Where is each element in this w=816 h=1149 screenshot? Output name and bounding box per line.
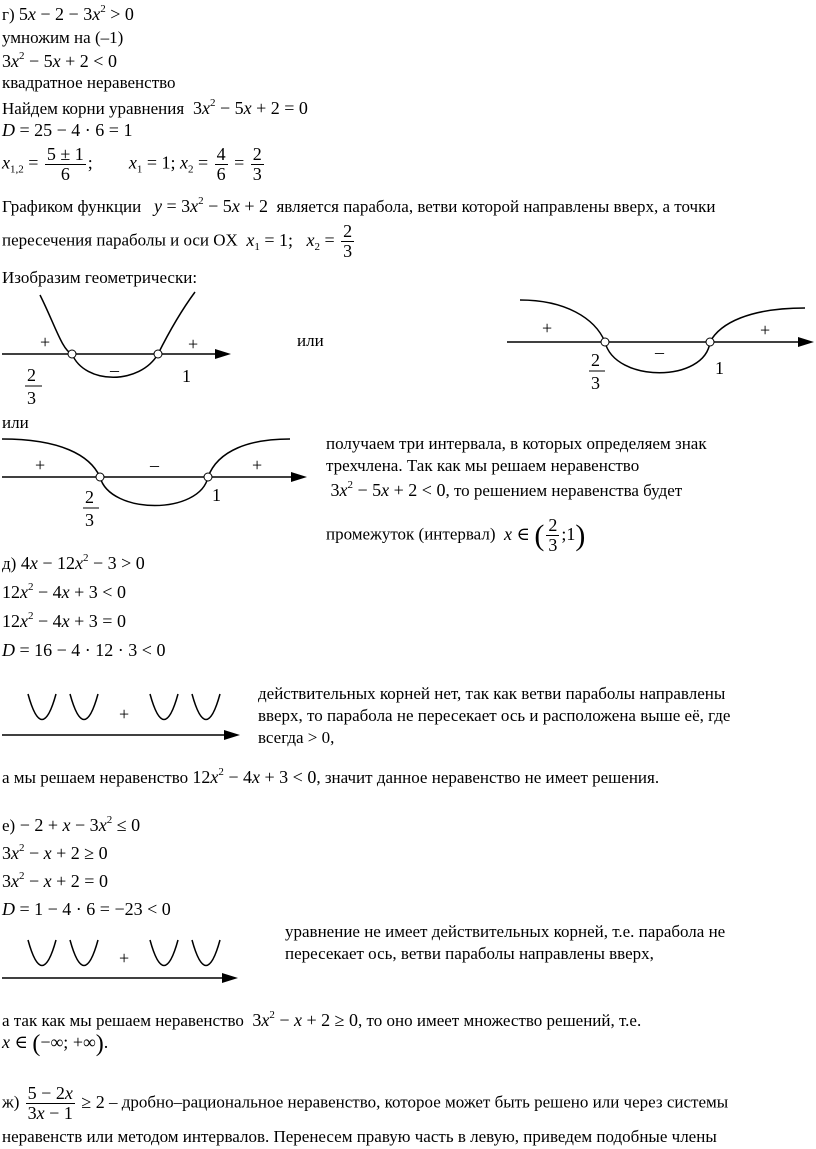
line-d-2: $12x^2 - 4x + 3 < 0$: [2, 581, 126, 602]
zh-line-2: неравенств или методом интервалов. Перенесем правую часть в левую, приведем подобные члены: [2, 1127, 717, 1146]
diagram-e: [0, 936, 250, 991]
e-para-3: а так как мы решаем неравенство $3x^2 - x + 2 \ge 0$, то оно имеет множество решений, т.е.: [2, 1009, 642, 1030]
diagram-1: [0, 290, 240, 415]
g-para-2: трехчлена. Так как мы решаем неравенство: [326, 456, 640, 475]
svg-text:+: +: [35, 455, 46, 475]
g-para-4: промежуток (интервал) x ∈ ( $\frac{2}{3}$ ;1): [326, 515, 586, 555]
svg-text:3: 3: [591, 373, 600, 393]
sign-plus: +: [188, 334, 199, 354]
svg-text:1: 1: [182, 366, 191, 386]
sign-plus: +: [40, 332, 51, 352]
line-quadratic: квадратное неравенство: [2, 73, 176, 92]
g-para-3: $3x^2 - 5x + 2 < 0$, то решением неравенства будет: [326, 479, 683, 500]
svg-text:+: +: [542, 318, 553, 338]
label-zh: ж): [2, 1092, 20, 1112]
line-multiply: умножим на (–1): [2, 28, 124, 47]
svg-text:–: –: [150, 455, 159, 475]
line-g-inequality-2: $3x^2 - 5x + 2 < 0$: [2, 50, 117, 71]
svg-text:2: 2: [591, 350, 600, 370]
zh-line-1: ж) $\frac{5 - 2x}{3x - 1}$ ≥ 2 – дробно–рациональное неравенство, которое может быть решено или через системы: [2, 1083, 729, 1123]
e-para-1: уравнение не имеет действительных корней, т.е. парабола не: [285, 922, 726, 941]
label-or-2: или: [2, 413, 29, 432]
label-e: е): [2, 816, 16, 835]
line-g-inequality: г) $5x - 2 - 3x^2 > 0$: [2, 3, 134, 24]
line-intersect: пересечения параболы и оси OX $x_1 = 1$; $x_2$ = $\frac{2}{3}$: [2, 221, 353, 261]
sign-minus: –: [110, 360, 119, 380]
line-geom: Изобразим геометрически:: [2, 268, 198, 287]
e-answer: x ∈ (−∞; +∞).: [2, 1030, 109, 1057]
svg-text:+: +: [760, 320, 771, 340]
label-or-1: или: [297, 331, 324, 350]
line-e-discriminant: D = 1 − 4 · 6 = −23 < 0: [2, 899, 171, 919]
label-g: г): [2, 5, 15, 24]
g-para-1: получаем три интервала, в которых определяем знак: [326, 434, 707, 453]
svg-text:2: 2: [27, 365, 36, 385]
svg-text:2: 2: [85, 487, 94, 507]
line-e-3: $3x^2 - x + 2 = 0$: [2, 870, 108, 891]
d-para-4: а мы решаем неравенство $12x^2 - 4x + 3 < 0$, значит данное неравенство не имеет решения.: [2, 766, 660, 787]
line-find-roots: Найдем корни уравнения $3x^2 - 5x + 2 = 0$: [2, 97, 308, 118]
diagram-d: [0, 690, 250, 745]
d-para-2: вверх, то парабола не пересекает ось и расположена выше её, где: [258, 706, 731, 725]
svg-text:–: –: [655, 342, 664, 362]
d-para-1: действительных корней нет, так как ветви параболы направлены: [258, 684, 726, 703]
line-e-inequality: $е) - 2 + x - 3x^2 \le 0$: [2, 814, 141, 835]
line-roots: $x_{1,2}$ = $\frac{5 \pm 1}{6}$ ; $x_1 = 1$; $x_2$ = $\frac{4}{6}$ = $\frac{2}{3}$: [2, 144, 262, 184]
e-para-2: пересекает ось, ветви параболы направлены вверх,: [285, 944, 654, 963]
diagram-2: [505, 298, 816, 398]
line-d-inequality: д) $4x - 12x^2 - 3 > 0$: [2, 552, 145, 573]
diagram-3: [0, 435, 310, 535]
d-para-3: всегда > 0,: [258, 728, 335, 747]
svg-text:+: +: [119, 948, 130, 968]
svg-text:1: 1: [212, 485, 221, 505]
svg-text:3: 3: [27, 388, 36, 408]
svg-text:+: +: [119, 704, 130, 724]
line-d-3: $12x^2 - 4x + 3 = 0$: [2, 610, 126, 631]
svg-text:3: 3: [85, 510, 94, 530]
line-graph: Графиком функции $y = 3x^2 - 5x + 2$ является парабола, ветви которой направлены вверх, а точки: [2, 195, 716, 216]
line-d-discriminant: D = 16 − 4 · 12 · 3 < 0: [2, 640, 166, 660]
line-e-2: $3x^2 - x + 2 \ge 0$: [2, 842, 108, 863]
line-discriminant: D = 25 − 4 · 6 = 1: [2, 120, 133, 140]
svg-text:1: 1: [715, 358, 724, 378]
label-d: д): [2, 554, 17, 573]
svg-text:+: +: [252, 455, 263, 475]
